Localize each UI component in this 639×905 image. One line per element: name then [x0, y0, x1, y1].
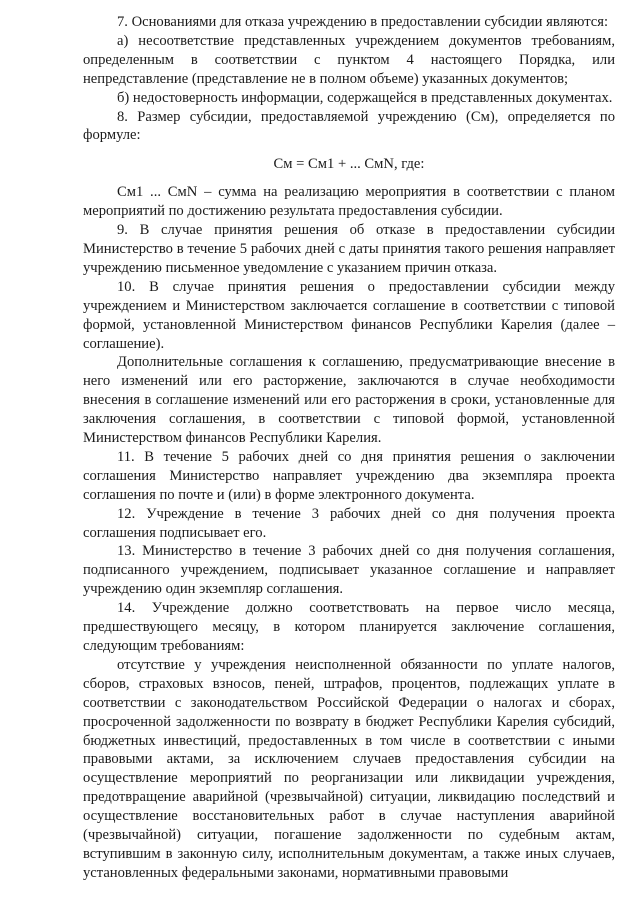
paragraph-7: 7. Основаниями для отказа учреждению в предоставлении субсидии являются:: [117, 14, 609, 30]
paragraph-10: 10. В случае принятия решения о предоставлении субсидии между учреждением и Министерством заключается соглашение в соответствии с типовой формой, установленной Министерством финансов Республики Карелия (далее – соглашение).: [83, 278, 615, 352]
paragraph-7a: а) несоответствие представленных учреждением документов требованиям, определенным в соответствии с пунктом 4 настоящего Порядка, или непредставление (представление не в полном объеме) указанных документов;: [83, 32, 615, 87]
paragraph-12: 12. Учреждение в течение 3 рабочих дней со дня получения проекта соглашения подписывает его.: [83, 505, 615, 541]
paragraph-7b: б) недостоверность информации, содержащейся в представленных документах.: [117, 89, 613, 106]
paragraph-9: 9. В случае принятия решения об отказе в предоставлении субсидии Министерство в течение 5 рабочих дней с даты принятия такого решения направляет учреждению письменное уведомление с указанием причин отказа.: [83, 222, 615, 276]
paragraph-11: 11. В течение 5 рабочих дней со дня принятия решения о заключении соглашения Министерство направляет учреждению два экземпляра проекта соглашения по почте и (или) в форме электронного документа.: [83, 448, 615, 503]
paragraph-13: 13. Министерство в течение 3 рабочих дней со дня получения соглашения, подписанного учреждением, подписывает указанное соглашение и направляет учреждению один экземпляр соглашения.: [83, 543, 615, 598]
paragraph-10-additional: Дополнительные соглашения к соглашению, предусматривающие внесение в него изменений или его расторжение, заключаются в случае необходимости внесения в соглашение изменений или его расторжения в сроки, установленные для заключения соглашения, в соответствии с типовой формой, установленной Министерством финансов Республики Карелия.: [83, 354, 615, 447]
paragraph-8: 8. Размер субсидии, предоставляемой учреждению (Cм), определяется по формуле:: [83, 108, 615, 144]
paragraph-14: 14. Учреждение должно соответствовать на первое число месяца, предшествующего месяцу, в котором планируется заключение соглашения, следующим требованиям:: [83, 600, 615, 654]
formula-explanation: Cм1 ... CмN – сумма на реализацию мероприятия в соответствии с планом мероприятий по достижению результата предоставления субсидии.: [83, 184, 615, 220]
paragraph-14-requirement: отсутствие у учреждения неисполненной обязанности по уплате налогов, сборов, страховых взносов, пеней, штрафов, процентов, подлежащих уплате в соответствии с законодательством Российской Федерации о налогах и сборах, просроченной задолженности по возврату в бюджет Республики Карелия субсидий, бюджетных инвестиций, предоставленных в том числе в соответствии с иными правовыми актами, за исключением случаев предоставления субсидии на осуществление мероприятий по реорганизации или ликвидации учреждения, предотвращение аварийной (чрезвычайной) ситуации, ликвидацию последствий и осуществление восстановительных работ в случае наступления аварийной (чрезвычайной) ситуации, погашение задолженности по судебным актам, вступившим в законную силу, исполнительным документам, а также иных случаев, установленных федеральными законами, нормативными правовыми: [83, 656, 615, 881]
subsidy-formula: Cм = Cм1 + ... CмN, где:: [273, 156, 425, 173]
